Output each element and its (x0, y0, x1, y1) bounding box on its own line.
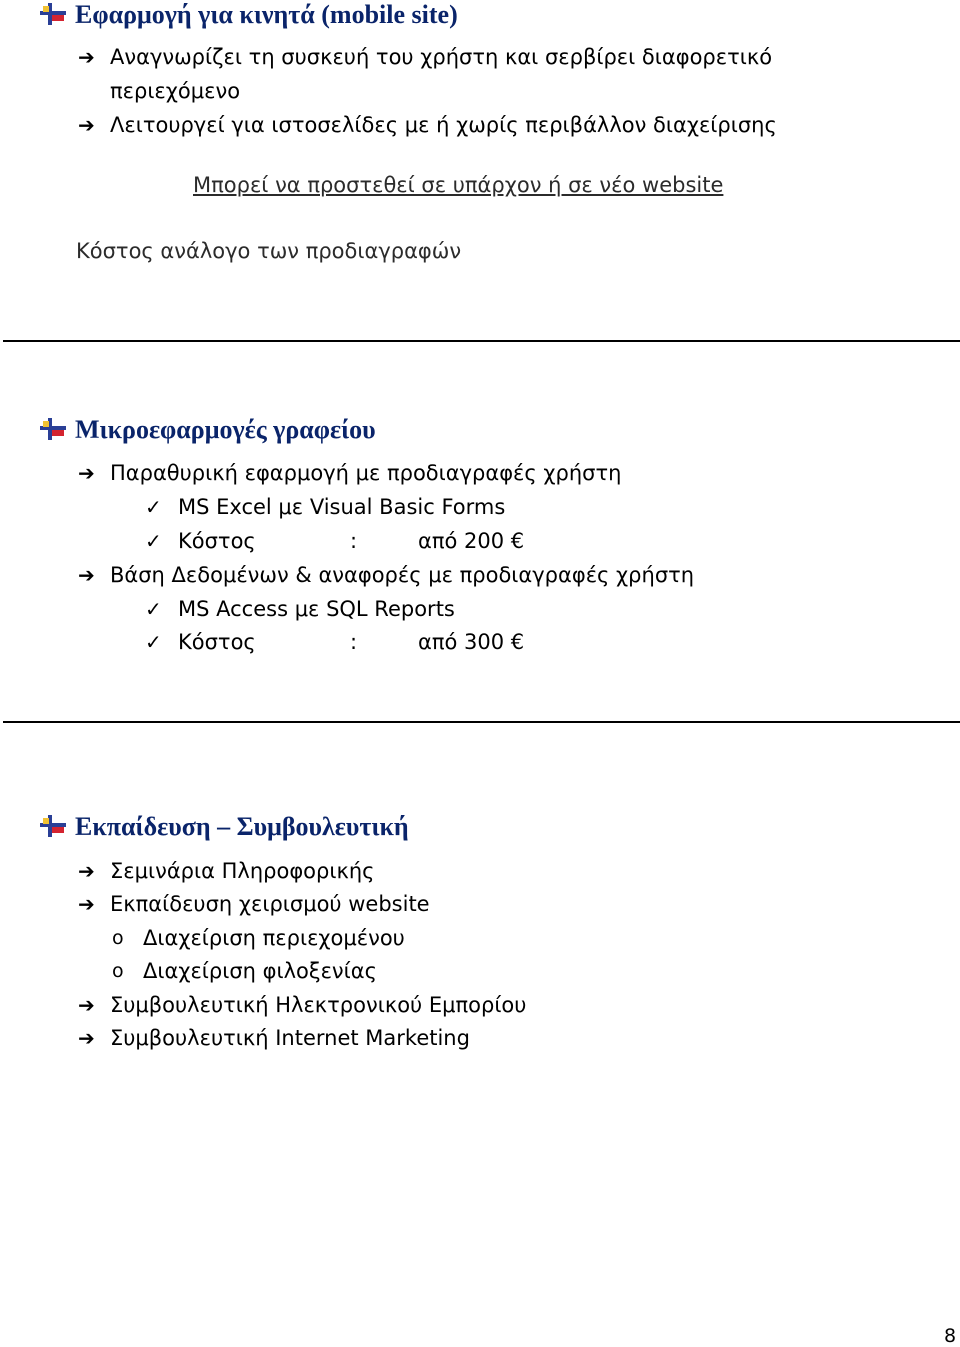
sub-list-item: MS Excel με Visual Basic Forms (178, 495, 506, 519)
cost-value: από 200 € (418, 529, 525, 553)
sub-list-item: MS Access με SQL Reports (178, 597, 455, 621)
heading-bullet-icon (40, 815, 66, 837)
list-item: Βάση Δεδομένων & αναφορές με προδιαγραφές χρήστη (110, 563, 695, 587)
arrow-bullet-icon: ➔ (78, 993, 95, 1017)
circle-bullet-icon: o (112, 927, 124, 949)
list-item: Παραθυρική εφαρμογή με προδιαγραφές χρήστη (110, 461, 622, 485)
page-number: 8 (944, 1325, 957, 1347)
cost-label: Κόστος (178, 529, 256, 553)
check-bullet-icon: ✓ (145, 495, 162, 519)
heading-bullet-icon (40, 418, 66, 440)
list-item: Εκπαίδευση χειρισμού website (110, 892, 430, 916)
section-title: Εφαρμογή για κινητά (mobile site) (75, 0, 458, 29)
section-title: Μικροεφαρμογές γραφείου (75, 415, 376, 444)
heading-bullet-icon (40, 3, 66, 25)
sub-list-item: Διαχείριση φιλοξενίας (143, 959, 377, 983)
list-item-continued: περιεχόμενο (110, 79, 241, 103)
divider (3, 721, 960, 723)
check-bullet-icon: ✓ (145, 597, 162, 621)
cost-colon: : (350, 529, 358, 553)
check-bullet-icon: ✓ (145, 630, 162, 654)
divider (3, 340, 960, 342)
list-item: Συμβουλευτική Internet Marketing (110, 1026, 470, 1050)
check-bullet-icon: ✓ (145, 529, 162, 553)
arrow-bullet-icon: ➔ (78, 563, 95, 587)
note-cost: Κόστος ανάλογο των προδιαγραφών (76, 239, 462, 263)
arrow-bullet-icon: ➔ (78, 45, 95, 69)
section-title: Εκπαίδευση – Συμβουλευτική (75, 812, 409, 841)
list-item: Σεμινάρια Πληροφορικής (110, 859, 375, 883)
list-item: Συμβουλευτική Ηλεκτρονικού Εμπορίου (110, 993, 527, 1017)
arrow-bullet-icon: ➔ (78, 461, 95, 485)
arrow-bullet-icon: ➔ (78, 113, 95, 137)
list-item: Λειτουργεί για ιστοσελίδες με ή χωρίς περιβάλλον διαχείρισης (110, 113, 777, 137)
arrow-bullet-icon: ➔ (78, 892, 95, 916)
arrow-bullet-icon: ➔ (78, 859, 95, 883)
list-item: Αναγνωρίζει τη συσκευή του χρήστη και σερβίρει διαφορετικό (110, 45, 773, 69)
note-underlined: Μπορεί να προστεθεί σε υπάρχον ή σε νέο website (193, 173, 724, 197)
sub-list-item: Διαχείριση περιεχομένου (143, 926, 405, 950)
circle-bullet-icon: o (112, 960, 124, 982)
arrow-bullet-icon: ➔ (78, 1026, 95, 1050)
cost-label: Κόστος (178, 630, 256, 654)
cost-colon: : (350, 630, 358, 654)
cost-value: από 300 € (418, 630, 525, 654)
